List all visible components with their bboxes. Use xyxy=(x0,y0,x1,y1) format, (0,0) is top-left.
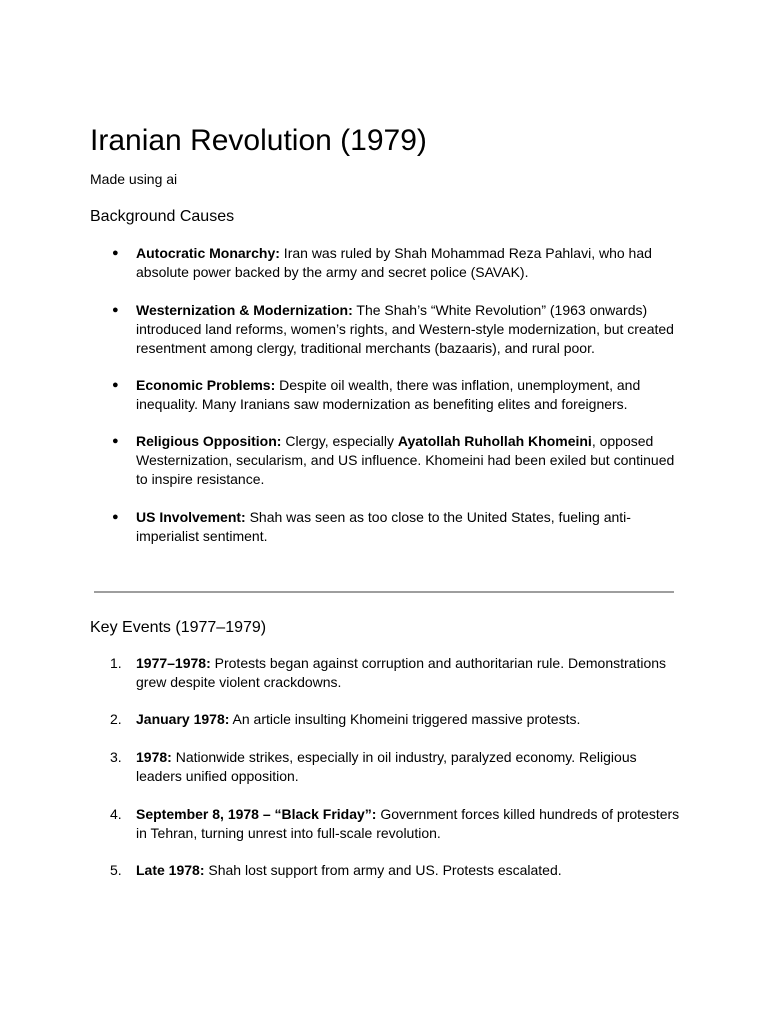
list-number: 5. xyxy=(110,862,122,878)
bullet-icon: ● xyxy=(112,379,119,391)
list-number: 2. xyxy=(110,711,122,727)
item-label: Economic Problems: xyxy=(136,377,276,393)
item-highlight: Ayatollah Ruhollah Khomeini xyxy=(397,433,592,449)
item-label: Autocratic Monarchy: xyxy=(136,245,280,261)
item-text: Protests began against corruption and authoritarian rule. Demonstrations grew despite violent crackdowns. xyxy=(136,655,667,690)
section-heading-background: Background Causes xyxy=(90,208,235,225)
list-item xyxy=(112,376,681,414)
bullet-icon: ● xyxy=(112,247,119,259)
bullet-icon: ● xyxy=(112,511,119,523)
item-label: September 8, 1978 – “Black Friday”: xyxy=(136,806,377,822)
item-label: January 1978: xyxy=(136,711,230,727)
list-item xyxy=(112,301,681,358)
list-item xyxy=(112,432,681,489)
list-item xyxy=(110,710,681,729)
item-text: Government forces killed hundreds of protesters in Tehran, turning unrest into full-scale revolution. xyxy=(136,806,680,841)
bullet-icon: ● xyxy=(112,304,119,316)
item-text: Shah lost support from army and US. Protests escalated. xyxy=(204,862,562,878)
item-label: Late 1978: xyxy=(136,862,205,878)
list-number: 4. xyxy=(110,806,122,822)
item-label: 1978: xyxy=(136,749,172,765)
item-text: Shah was seen as too close to the United States, fueling anti-imperialist sentiment. xyxy=(136,509,631,544)
item-label: US Involvement: xyxy=(136,509,246,525)
item-label: Religious Opposition: xyxy=(136,433,282,449)
item-label: Westernization & Modernization: xyxy=(136,302,353,318)
bullet-icon: ● xyxy=(112,435,119,447)
page-title: Iranian Revolution (1979) xyxy=(90,124,427,157)
item-text: Clergy, especially xyxy=(281,433,398,449)
list-item xyxy=(112,244,681,282)
list-item xyxy=(110,805,681,843)
list-item xyxy=(112,508,681,546)
list-item xyxy=(110,861,681,880)
item-text: Despite oil wealth, there was inflation, unemployment, and inequality. Many Iranians saw modernization as benefiting elites and foreigners. xyxy=(136,377,641,412)
item-text: An article insulting Khomeini triggered massive protests. xyxy=(229,711,581,727)
item-text: Iran was ruled by Shah Mohammad Reza Pahlavi, who had absolute power backed by the army and secret police (SAVAK). xyxy=(136,245,652,280)
page-subtitle: Made using ai xyxy=(90,171,178,187)
item-text: The Shah’s “White Revolution” (1963 onwards) introduced land reforms, women’s rights, and Western-style modernization, but created resentment among clergy, traditional merchants (bazaaris), and rural poor. xyxy=(136,302,674,356)
item-text: Nationwide strikes, especially in oil industry, paralyzed economy. Religious leaders unified opposition. xyxy=(136,749,637,784)
list-number: 1. xyxy=(110,655,122,671)
list-item xyxy=(110,654,681,692)
section-heading-events: Key Events (1977–1979) xyxy=(90,619,267,636)
item-text: , opposed Westernization, secularism, and US influence. Khomeini had been exiled but continued to inspire resistance. xyxy=(136,433,675,487)
list-item xyxy=(110,748,681,786)
horizontal-divider xyxy=(94,591,674,593)
list-number: 3. xyxy=(110,749,122,765)
item-label: 1977–1978: xyxy=(136,655,211,671)
